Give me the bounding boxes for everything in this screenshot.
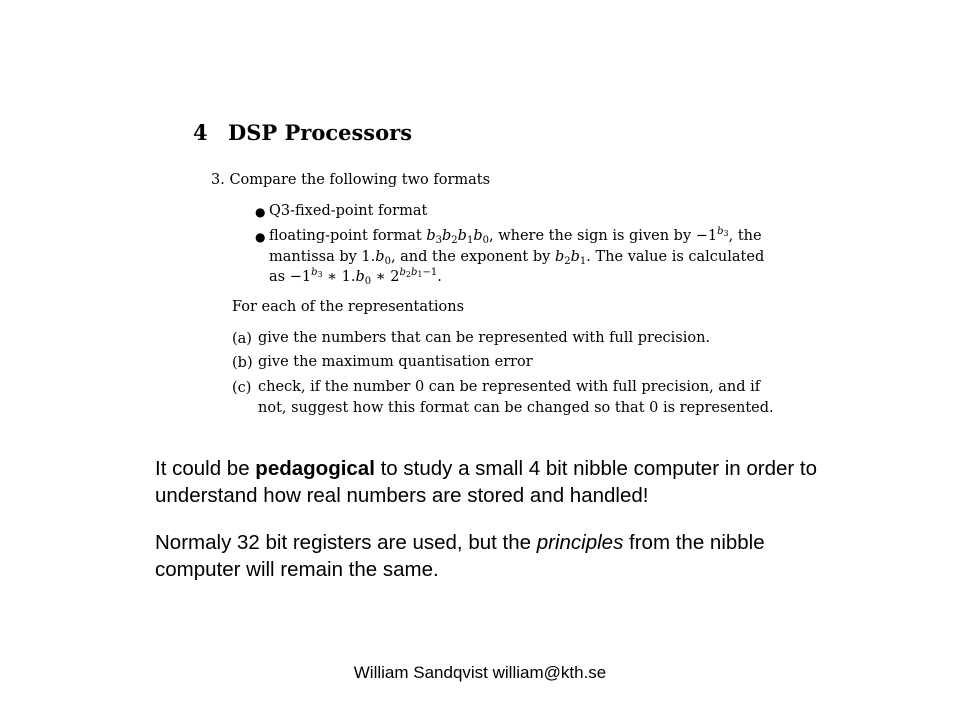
bullet-floating-line1: floating-point format $b_3b_2b_1b_0$, where the sign is given by $-1^{b_3}$, the [269,226,762,246]
bullet-icon: ● [255,205,266,219]
bullet-fixed-point: Q3-fixed-point format [269,203,428,219]
section-number: 4 [193,120,208,145]
comment-paragraph-2: Normaly 32 bit registers are used, but the principles from the nibble computer will remain the same. [155,531,765,581]
section-title: DSP Processors [228,120,413,145]
item-label-a: (a) [232,331,252,347]
item-label-c: (c) [232,380,252,396]
comment-paragraph-1: It could be pedagogical to study a small 4 bit nibble computer in order to understand how real numbers are stored and handled! [155,457,818,507]
bullet-icon: ● [255,230,266,244]
item-text-b: give the maximum quantisation error [258,354,533,370]
item-text-a: give the numbers that can be represented with full precision. [258,330,711,346]
item-text-c-line1: check, if the number 0 can be represented with full precision, and if [258,379,761,395]
footer-author: William Sandqvist william@kth.se [353,663,607,682]
emphasis-pedagogical: pedagogical [255,457,375,480]
item-text-c-line2: not, suggest how this format can be changed so that 0 is represented. [258,400,774,416]
bullet-floating-line3: as $-1^{b_3}$ ∗ $1.b_0$ ∗ $2^{b_2b_1-1}$. [269,267,442,287]
emphasis-principles: principles [536,531,624,554]
bullet-floating-line2: mantissa by $1.b_0$, and the exponent by $b_2b_1$. The value is calculated [269,249,765,267]
item-label-b: (b) [232,355,253,371]
question-intro: 3. Compare the following two formats [211,172,491,188]
for-each-text: For each of the representations [232,299,465,315]
